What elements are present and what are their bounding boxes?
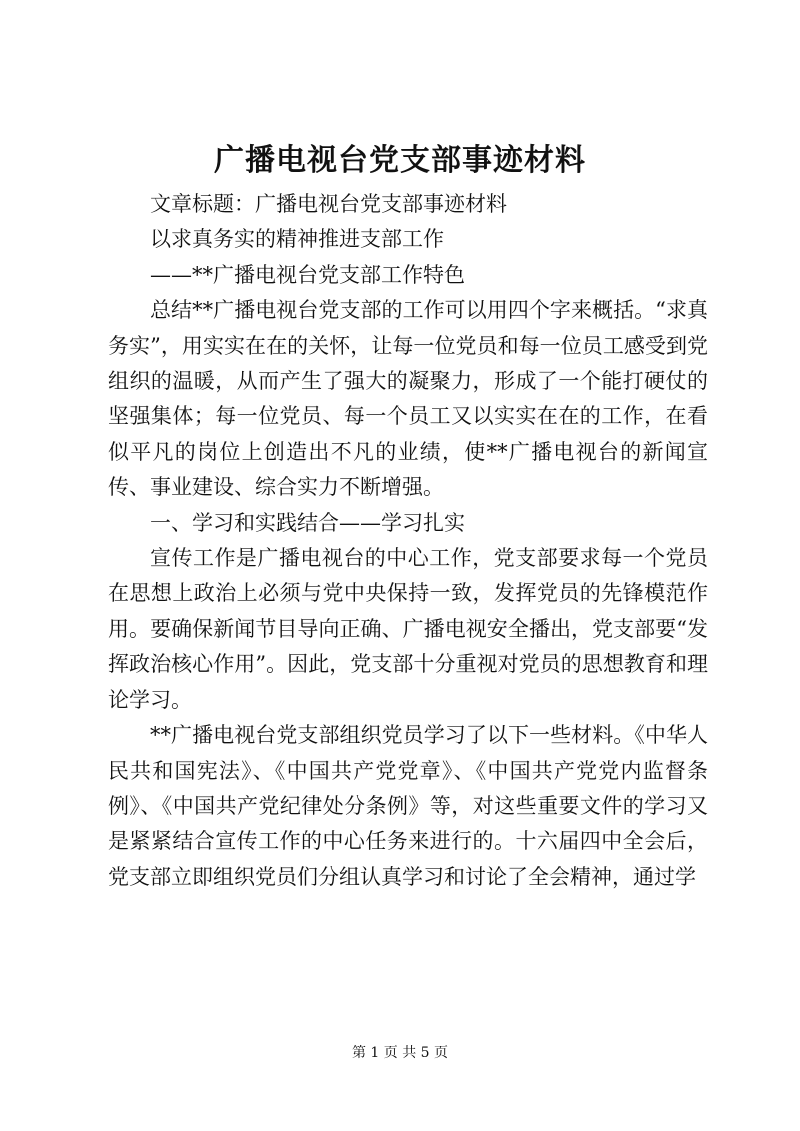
document-title: 广播电视台党支部事迹材料: [214, 143, 586, 178]
paragraph-byline: ——**广播电视台党支部工作特色: [150, 262, 465, 287]
section-heading-study: 一、学习和实践结合——学习扎实: [150, 510, 465, 535]
page-number: 第 1 页 共 5 页: [351, 1045, 449, 1061]
paragraph-propaganda: 宣传工作是广播电视台的中心工作，党支部要求每一个党员在思想上政治上必须与党中央保持一致，发挥党员的先锋模范作用。要确保新闻节目导向正确、广播电视安全播出，党支部要“发挥政治核心作用”。因此，党支部十分重视对党员的思想教育和理论学习。: [108, 546, 708, 712]
paragraph-subtitle: 以求真务实的精神推进支部工作: [150, 227, 444, 252]
paragraph-materials: **广播电视台党支部组织党员学习了以下一些材料。《中华人民共和国宪法》、《中国共产党党章》、《中国共产党党内监督条例》、《中国共产党纪律处分条例》等，对这些重要文件的学习又是紧紧结合宣传工作的中心任务来进行的。十六届四中全会后，党支部立即组织党员们分组认真学习和讨论了全会精神，通过学: [108, 723, 708, 889]
document-body: [108, 187, 708, 895]
paragraph-summary: 总结**广播电视台党支部的工作可以用四个字来概括。“求真务实”，用实实在在的关怀，让每一位党员和每一位员工感受到党组织的温暖，从而产生了强大的凝聚力，形成了一个能打硬仗的坚强集体；每一位党员、每一个员工又以实实在在的工作，在看似平凡的岗位上创造出不凡的业绩，使**广播电视台的新闻宣传、事业建设、综合实力不断增强。: [108, 298, 708, 500]
paragraph-article-title: 文章标题：广播电视台党支部事迹材料: [150, 192, 507, 216]
